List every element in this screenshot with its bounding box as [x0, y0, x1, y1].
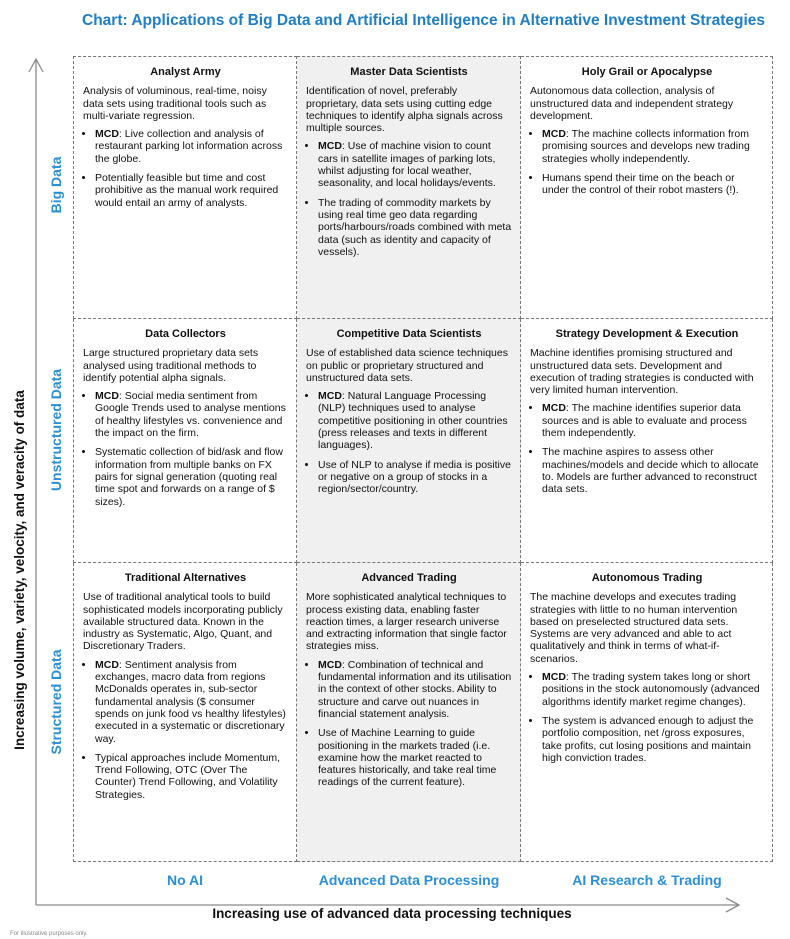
cell-title: Advanced Trading	[361, 572, 457, 584]
mcd-label: MCD	[95, 390, 119, 403]
col-label-ai-research-trading: AI Research & Trading	[572, 872, 722, 888]
cell-analyst-army	[73, 56, 297, 319]
cell-competitive-data-scientists	[297, 319, 521, 563]
bullet-text: Use of NLP to analyse if media is positive or negative on a group of stocks in a region/sector/country.	[318, 458, 511, 496]
mcd-label: MCD	[95, 658, 119, 671]
list-item	[95, 172, 288, 209]
bullet-list	[306, 140, 512, 258]
mcd-label: MCD	[542, 128, 566, 141]
cell-description: Use of established data science techniques on public or proprietary structured and unstructured data sets.	[306, 347, 508, 384]
y-axis-label: Increasing volume, variety, velocity, and veracity of data	[12, 390, 27, 750]
bullet-text: The machine aspires to assess other machines/models and decide which to allocate to. Models are further advanced to reconstruct data sets.	[542, 446, 759, 496]
bullet-text: Typical approaches include Momentum, Trend Following, OTC (Over The Counter) Trend Following, and Volatility Strategies.	[95, 751, 281, 801]
bullet-text: Use of Machine Learning to guide positioning in the markets traded (i.e. examine how the market reacted to features historically, and take real time readings of the current feature).	[318, 727, 497, 789]
bullet-text: Humans spend their time on the beach or under the control of their robot masters (!).	[542, 172, 739, 197]
list-item	[318, 659, 512, 720]
cell-title: Competitive Data Scientists	[336, 328, 482, 340]
cell-description: Analysis of voluminous, real-time, noisy data sets using traditional tools such as multi-variate regression.	[83, 85, 267, 122]
list-item	[542, 172, 764, 197]
cell-title: Strategy Development & Execution	[555, 328, 739, 340]
cell-title: Data Collectors	[145, 328, 226, 340]
list-item	[318, 459, 512, 496]
bullet-list	[530, 128, 764, 196]
list-item	[318, 727, 512, 788]
list-item	[95, 446, 288, 507]
list-item	[318, 140, 512, 189]
list-item	[95, 128, 288, 165]
mcd-label: MCD	[95, 128, 119, 141]
bullet-text: : The machine collects information from promising sources and develops new trading strategies wholly independently.	[542, 128, 750, 165]
cell-description: The machine develops and executes trading strategies with little to no human intervention based on preselected structured data sets. Systems are very advanced and able to act qualitatively and think in terms of what-if-scenarios.	[530, 591, 738, 665]
cell-holy-grail-or-apocalypse	[521, 56, 773, 319]
bullet-text: : Sentiment analysis from exchanges, macro data from regions McDonalds operates in, sub-sector fundamental analysis ($ consumer spends on junk food vs healthy lifestyles) executed in a systematic or discretionary way.	[95, 658, 286, 745]
bullet-text: Systematic collection of bid/ask and flow information from multiple banks on FX pairs for signal generation (quoting real time spot and forwards on a range of $ sizes).	[95, 446, 283, 508]
cell-description: More sophisticated analytical techniques to process existing data, enabling faster reaction times, a larger research universe and extracting information that single factor strategies miss.	[306, 591, 507, 653]
cell-autonomous-trading	[521, 563, 773, 862]
cell-data-collectors	[73, 319, 297, 563]
cell-title: Traditional Alternatives	[124, 572, 247, 584]
cell-description: Identification of novel, preferably proprietary, data sets using cutting edge techniques to identify alpha signals across multiple sources.	[306, 85, 503, 135]
cell-title: Master Data Scientists	[350, 66, 468, 78]
bullet-text: : Natural Language Processing (NLP) techniques used to analyse competitive positioning in other countries (press releases and texts in different languages).	[318, 390, 508, 452]
cell-traditional-alternatives	[73, 563, 297, 862]
bullet-text: : Live collection and analysis of restaurant parking lot information across the globe.	[95, 128, 283, 165]
matrix-grid	[73, 56, 773, 862]
page-title: Chart: Applications of Big Data and Artificial Intelligence in Alternative Investment Strategies	[82, 12, 765, 29]
mcd-label: MCD	[318, 140, 342, 153]
list-item	[318, 390, 512, 451]
list-item	[542, 446, 764, 495]
col-label-advanced-data-processing: Advanced Data Processing	[318, 872, 500, 888]
mcd-label: MCD	[318, 658, 342, 671]
list-item	[95, 752, 288, 801]
bullet-text: : The machine identifies superior data sources and is able to evaluate and process them independently.	[542, 402, 747, 440]
bullet-list	[83, 128, 288, 209]
bullet-list	[306, 390, 512, 495]
cell-description: Large structured proprietary data sets analysed using traditional methods to identify potential alpha signals.	[83, 347, 259, 384]
cell-title: Autonomous Trading	[591, 572, 703, 584]
cell-title: Analyst Army	[150, 66, 221, 78]
mcd-label: MCD	[542, 402, 566, 415]
bullet-text: The trading of commodity markets by using real time geo data regarding ports/harbours/roads combined with meta data (such as identity and capacity of vessels).	[318, 196, 512, 258]
bullet-text: Potentially feasible but time and cost prohibitive as the manual work required would entail an army of analysts.	[95, 172, 279, 209]
list-item	[95, 659, 288, 745]
bullet-text: : Combination of technical and fundamental information and its utilisation in the context of other stocks. Ability to structure and carve out nuances in financial statement analysis.	[318, 658, 512, 720]
bullet-list	[306, 659, 512, 789]
cell-strategy-development-execution	[521, 319, 773, 563]
cell-description: Autonomous data collection, analysis of unstructured data and independent strategy development.	[530, 85, 734, 122]
cell-description: Use of traditional analytical tools to build sophisticated models incorporating publicly available structured data. Known in the industry as Systematic, Algo, Quant, and Discretionary Traders.	[83, 591, 283, 653]
bullet-text: : Use of machine vision to count cars in satellite images of parking lots, whilst adjusting for local weather, seasonality, and local holidays/events.	[318, 140, 496, 190]
col-label-no-ai: No AI	[166, 872, 204, 888]
bullet-list	[530, 671, 764, 764]
list-item	[542, 715, 764, 764]
bullet-list	[83, 390, 288, 508]
footnote: For illustrative purposes only.	[10, 931, 88, 937]
bullet-list	[530, 402, 764, 495]
bullet-text: : The trading system takes long or short positions in the stock autonomously (advanced algorithms identify market regime changes).	[542, 671, 760, 708]
mcd-label: MCD	[318, 390, 342, 403]
row-label-unstructured-data: Unstructured Data	[48, 368, 64, 492]
x-axis-label: Increasing use of advanced data processing techniques	[212, 906, 572, 921]
mcd-label: MCD	[542, 671, 566, 684]
row-label-big-data: Big Data	[48, 156, 64, 214]
cell-advanced-trading	[297, 563, 521, 862]
list-item	[542, 671, 764, 708]
cell-title: Holy Grail or Apocalypse	[581, 66, 713, 78]
bullet-text: The system is advanced enough to adjust the portfolio composition, net /gross exposures, take profits, cut losing positions and maintain high conviction trades.	[542, 714, 754, 764]
cell-master-data-scientists	[297, 56, 521, 319]
list-item	[318, 197, 512, 258]
row-label-structured-data: Structured Data	[48, 649, 64, 755]
list-item	[542, 402, 764, 439]
bullet-list	[83, 659, 288, 801]
list-item	[542, 128, 764, 165]
bullet-text: : Social media sentiment from Google Trends used to analyse mentions of healthy lifestyles vs. convenience and the impact on the firm.	[95, 390, 286, 440]
cell-description: Machine identifies promising structured and unstructured data sets. Development and execution of trading strategies is conducted with very limited human intervention.	[530, 347, 754, 397]
list-item	[95, 390, 288, 439]
